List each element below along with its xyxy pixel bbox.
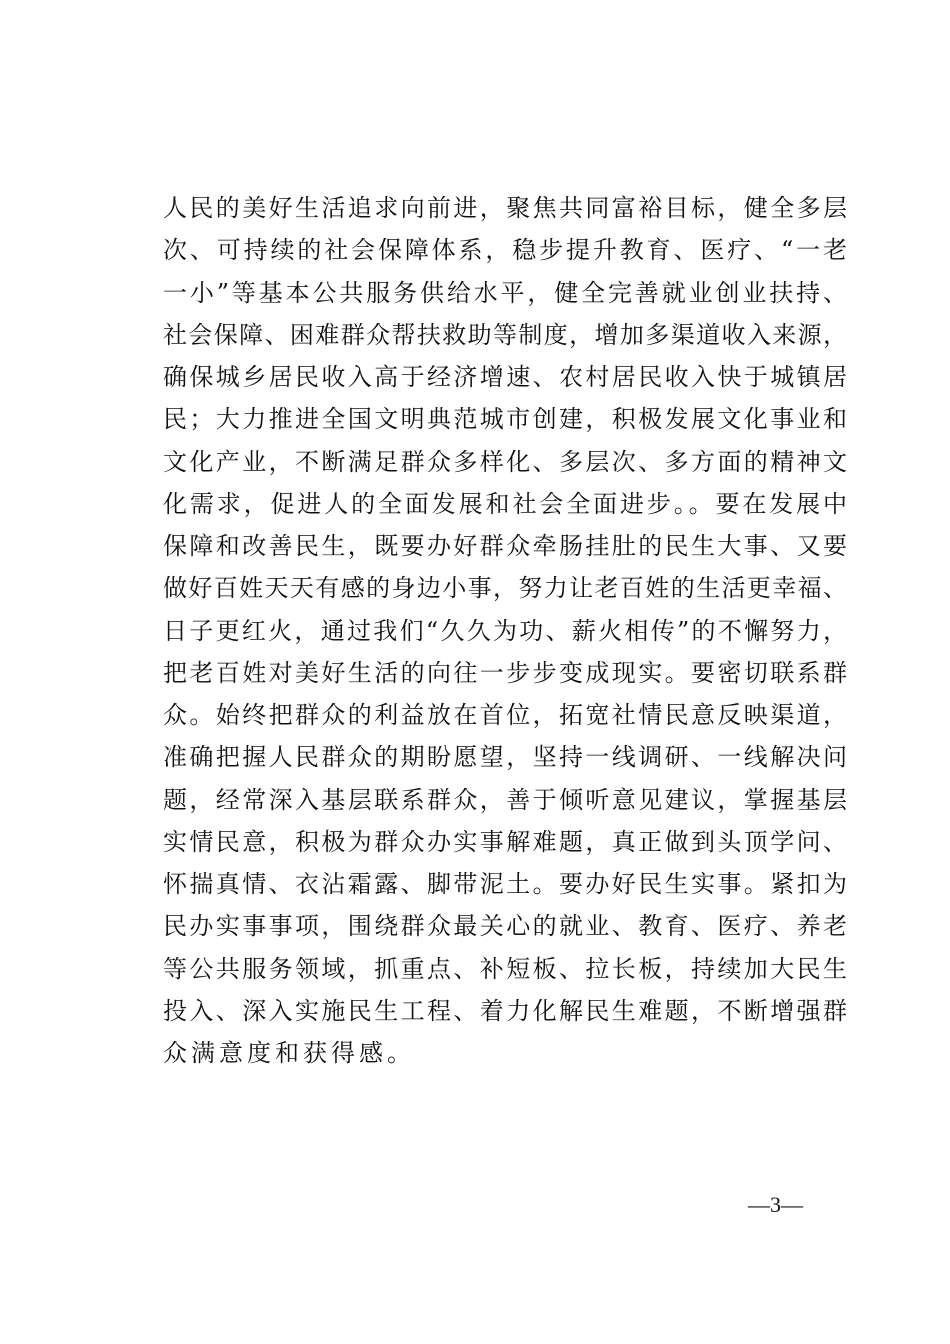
text-line: 保障和改善民生，既要办好群众牵肠挂肚的民生大事、又要	[163, 532, 847, 560]
text-line: 确保城乡居民收入高于经济增速、农村居民收入快于城镇居	[163, 363, 847, 391]
text-line: 众。始终把群众的利益放在首位，拓宽社情民意反映渠道，	[163, 701, 847, 729]
text-line: 投入、深入实施民生工程、着力化解民生难题，不断增强群	[163, 996, 847, 1025]
text-line: 准确把握人民群众的期盼愿望，坚持一线调研、一线解决问	[163, 743, 847, 772]
text-line: 化需求，促进人的全面发展和社会全面进步。。要在发展中	[163, 489, 847, 518]
text-line: 文化产业，不断满足群众多样化、多层次、多方面的精神文	[163, 447, 847, 476]
text-line: 社会保障、困难群众帮扶救助等制度，增加多渠道收入来源，	[163, 320, 847, 349]
text-line: 做好百姓天天有感的身边小事，努力让老百姓的生活更幸福、	[163, 574, 847, 603]
text-line: 等公共服务领域，抓重点、补短板、拉长板，持续加大民生	[163, 954, 847, 983]
text-line: 次、可持续的社会保障体系，稳步提升教育、医疗、“一老	[163, 236, 847, 265]
text-line: 怀揣真情、衣沾霜露、脚带泥土。要办好民生实事。紧扣为	[163, 870, 847, 898]
text-line: 题，经常深入基层联系群众，善于倾听意见建议，掌握基层	[163, 785, 847, 814]
text-line: 把老百姓对美好生活的向往一步步变成现实。要密切联系群	[163, 658, 847, 687]
text-line: 一小”等基本公共服务供给水平，健全完善就业创业扶持、	[163, 278, 847, 307]
text-line: 实情民意，积极为群众办实事解难题，真正做到头顶学问、	[163, 827, 847, 856]
page-number: —3—	[748, 1192, 803, 1217]
body-paragraph	[163, 187, 847, 1074]
text-line: 日子更红火，通过我们“久久为功、薪火相传”的不懈努力，	[163, 616, 847, 645]
text-line: 人民的美好生活追求向前进，聚焦共同富裕目标，健全多层	[163, 194, 847, 222]
text-line: 民；大力推进全国文明典范城市创建，积极发展文化事业和	[163, 405, 847, 434]
text-line: 民办实事事项，围绕群众最关心的就业、教育、医疗、养老	[163, 912, 847, 941]
text-line: 众满意度和获得感。	[163, 1039, 415, 1067]
